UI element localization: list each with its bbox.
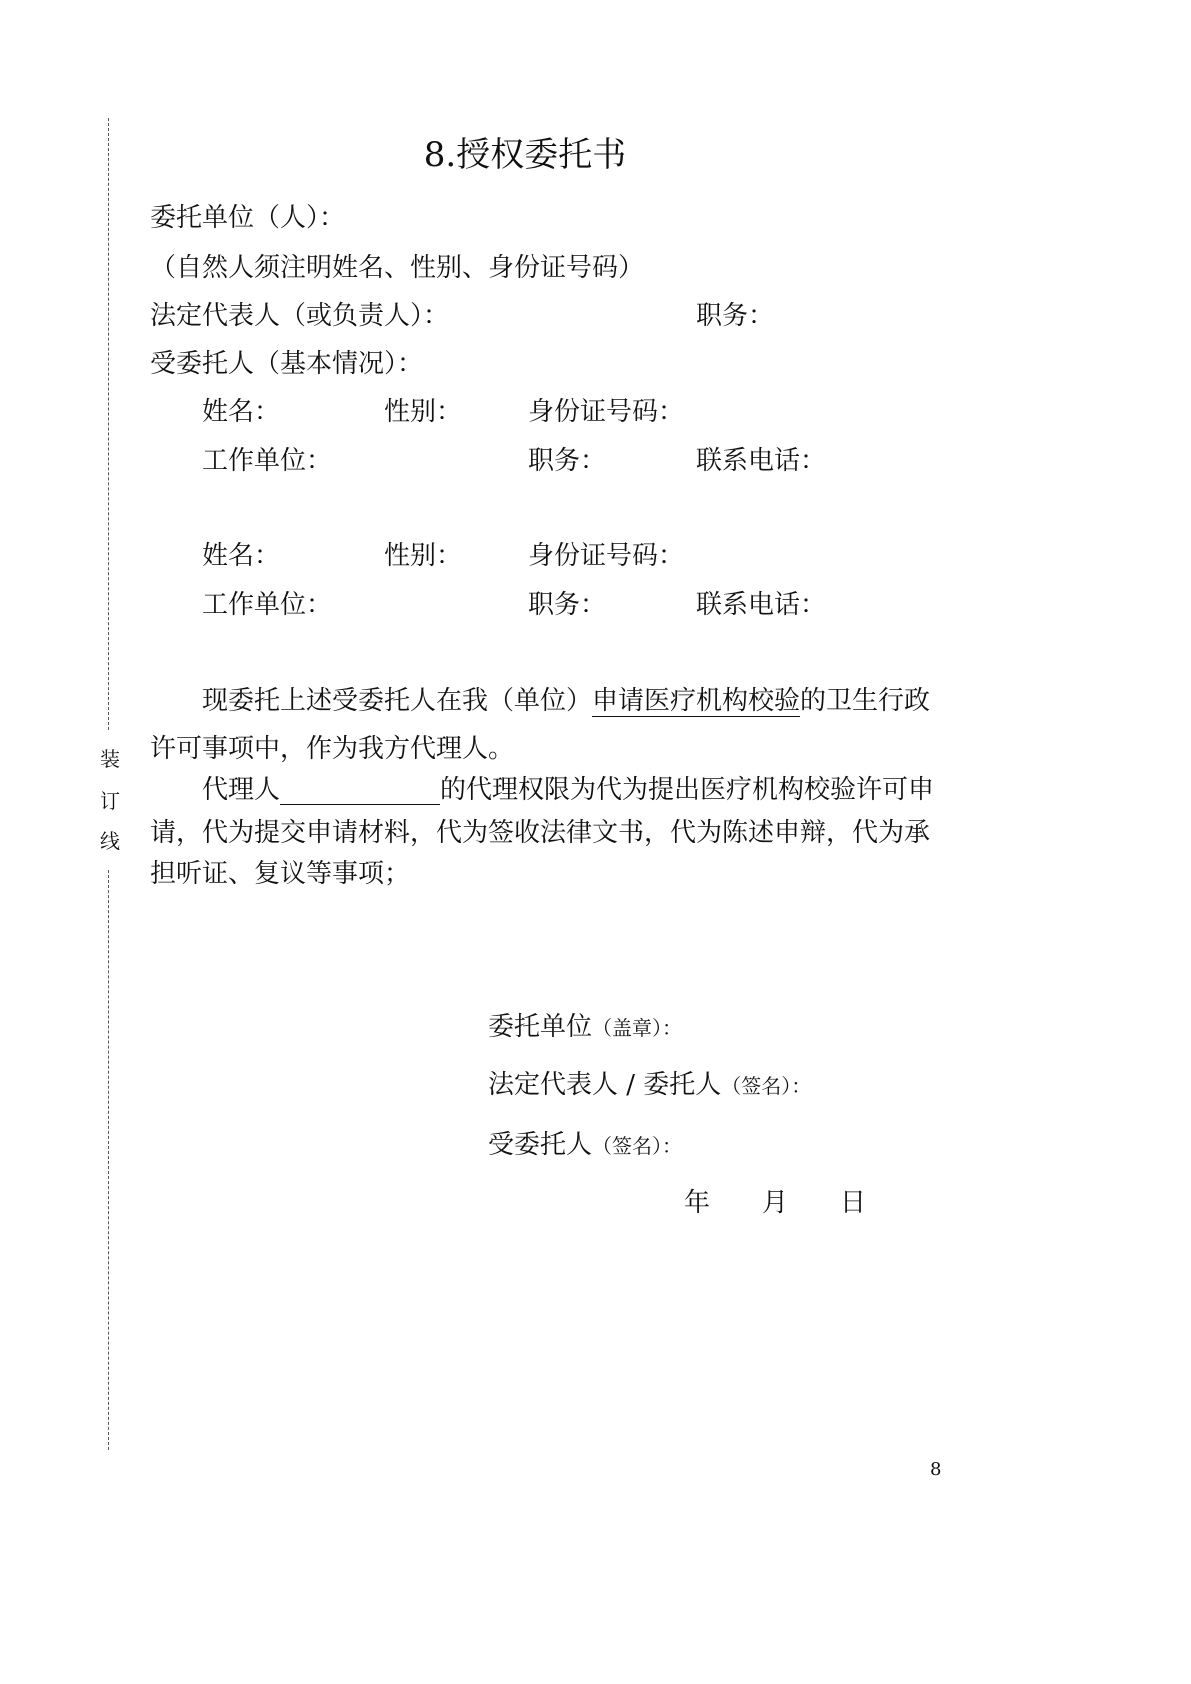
binding-dashed-line-bottom: [108, 870, 109, 1450]
signature-unit-note: （盖章）：: [592, 1016, 683, 1040]
paragraph1-underlined: 申请医疗机构校验: [592, 686, 801, 716]
signature-legal: [488, 1070, 811, 1101]
paragraph1-line1: [202, 686, 930, 717]
page-title: 8.授权委托书: [423, 135, 627, 175]
paragraph2-prefix: 代理人: [202, 775, 281, 805]
paragraph2-line1: [202, 775, 934, 805]
client-note: （自然人须注明姓名、性别、身份证号码）: [150, 253, 645, 283]
legal-rep-label: 法定代表人（或负责人）：: [150, 301, 450, 331]
paragraph2-suffix: 的代理权限为代为提出医疗机构校验许可申: [440, 775, 935, 805]
agent1-id-label: 身份证号码：: [528, 397, 685, 427]
agent2-name-label: 姓名：: [202, 541, 281, 571]
binding-char-3: 线: [100, 829, 120, 853]
paragraph2-line2: 请，代为提交申请材料，代为签收法律文书，代为陈述申辩，代为承: [150, 818, 931, 848]
client-position-label: 职务：: [696, 301, 775, 331]
agent1-name-label: 姓名：: [202, 397, 281, 427]
signature-legal-note: （签名）：: [721, 1074, 812, 1098]
signature-unit-label: 委托单位: [488, 1012, 593, 1042]
agent1-gender-label: 性别：: [384, 397, 463, 427]
agent1-work-label: 工作单位：: [202, 446, 333, 476]
page-number: 8: [930, 1459, 942, 1480]
binding-char-1: 装: [100, 747, 120, 771]
paragraph1-part1: 现委托上述受委托人在我（单位）: [202, 686, 593, 716]
signature-legal-label: 法定代表人 / 委托人: [488, 1070, 722, 1100]
paragraph1-line2: 许可事项中，作为我方代理人。: [150, 734, 515, 764]
signature-agent-label: 受委托人: [488, 1130, 593, 1160]
signature-agent-note: （签名）：: [592, 1134, 683, 1158]
paragraph2-line3: 担听证、复议等事项；: [150, 859, 411, 889]
agent1-position-label: 职务：: [528, 446, 607, 476]
signature-unit: [488, 1012, 682, 1043]
agent2-work-label: 工作单位：: [202, 590, 333, 620]
binding-char-2: 订: [100, 789, 120, 813]
binding-dashed-line-top: [108, 118, 109, 730]
agent2-position-label: 职务：: [528, 590, 607, 620]
agent2-id-label: 身份证号码：: [528, 541, 685, 571]
agent1-phone-label: 联系电话：: [696, 446, 827, 476]
agent2-gender-label: 性别：: [384, 541, 463, 571]
agent-name-blank: [280, 778, 440, 805]
client-unit-label: 委托单位（人）：: [150, 203, 346, 233]
signature-agent: [488, 1130, 682, 1161]
agent2-phone-label: 联系电话：: [696, 590, 827, 620]
agent-header: 受委托人（基本情况）：: [150, 349, 424, 379]
date-month: 月: [762, 1188, 789, 1218]
date-day: 日: [840, 1188, 867, 1218]
paragraph1-part2: 的卫生行政: [800, 686, 931, 716]
date-year: 年: [684, 1188, 711, 1218]
